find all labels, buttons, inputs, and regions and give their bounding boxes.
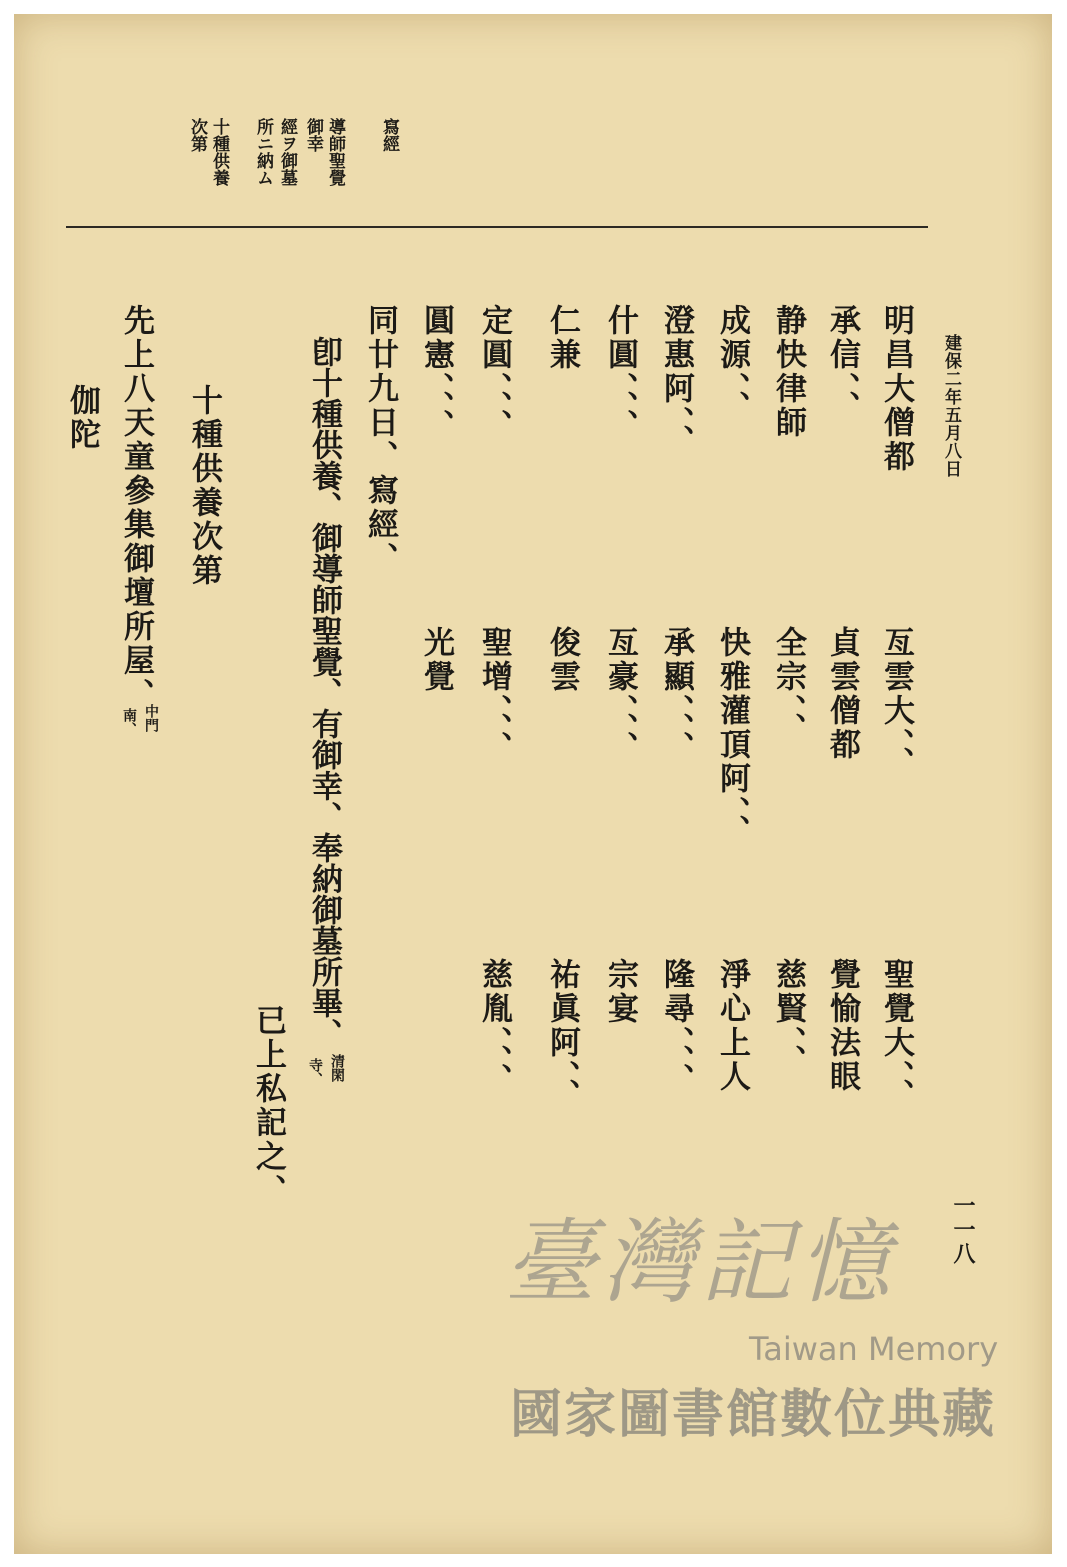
header-note: 所ニ納ム xyxy=(253,118,273,186)
roster-lower: 覺愉法眼 xyxy=(824,958,860,1094)
interlinear-note: 南、 xyxy=(121,708,137,736)
closing-line: 已上私記之、 xyxy=(250,1004,286,1208)
roster-lower: 隆尋、、、 xyxy=(658,958,694,1097)
header-note: 導師聖覺 xyxy=(325,118,345,186)
roster-name: 什圓、、、 xyxy=(602,304,638,443)
roster-name: 定圓、、、 xyxy=(476,304,512,443)
roster-lower: 宗宴 xyxy=(602,958,638,1026)
roster-name: 明昌大僧都 xyxy=(878,304,914,474)
roster-middle: 快雅灌頂阿、、 xyxy=(714,626,750,849)
roster-lower: 慈胤、、、 xyxy=(476,958,512,1097)
roster-middle: 光覺 xyxy=(418,626,454,694)
section-item: 先上八天童參集御壇所屋、 xyxy=(118,304,154,712)
roster-middle: 貞雲僧都 xyxy=(824,626,860,762)
page-number: 一一八 xyxy=(950,1194,976,1266)
roster-name: 圓憲、、、 xyxy=(418,304,454,443)
roster-name: 澄惠阿、、 xyxy=(658,304,694,459)
header-note: 經ヲ御墓 xyxy=(277,118,297,186)
roster-middle: 聖增、、、 xyxy=(476,626,512,765)
interlinear-note: 中門 xyxy=(143,704,159,732)
interlinear-note: 寺、 xyxy=(307,1058,323,1086)
watermark-logo: 臺灣記憶 xyxy=(504,1209,897,1316)
roster-middle: 俊雲 xyxy=(544,626,580,694)
roster-middle: 亙雲大、、 xyxy=(878,626,914,781)
header-note: 御幸 xyxy=(303,118,323,152)
paragraph-line: 同廿九日、寫經、 xyxy=(362,304,398,576)
header-note: 十種供養 xyxy=(209,118,229,186)
roster-name: 成源、、 xyxy=(714,304,750,425)
interlinear-note: 清閑 xyxy=(329,1054,345,1082)
section-item: 伽陀 xyxy=(64,384,100,452)
header-note: 次第 xyxy=(187,118,207,152)
section-title: 十種供養次第 xyxy=(186,384,222,588)
roster-middle: 亙豪、、、 xyxy=(602,626,638,765)
roster-middle: 承顯、、、 xyxy=(658,626,694,765)
header-divider xyxy=(66,226,928,228)
header-note: 寫經 xyxy=(379,118,399,152)
roster-lower: 慈賢、、 xyxy=(770,958,806,1079)
date-line: 建保二年五月八日 xyxy=(941,334,961,478)
roster-lower: 聖覺大、、 xyxy=(878,958,914,1113)
roster-lower: 祐眞阿、、 xyxy=(544,958,580,1113)
roster-middle: 全宗、、 xyxy=(770,626,806,747)
roster-lower: 淨心上人 xyxy=(714,958,750,1094)
watermark-chinese: 國家圖書館數位典藏 xyxy=(510,1385,997,1445)
roster-name: 承信、、 xyxy=(824,304,860,425)
roster-name: 静快律師 xyxy=(770,304,806,440)
page-sheet xyxy=(14,14,1052,1554)
watermark-english: Taiwan Memory xyxy=(749,1330,999,1368)
roster-name: 仁兼 xyxy=(544,304,580,372)
paragraph-line: 卽十種供養、御導師聖覺、有御幸、奉納御墓所畢、 xyxy=(306,336,342,1049)
